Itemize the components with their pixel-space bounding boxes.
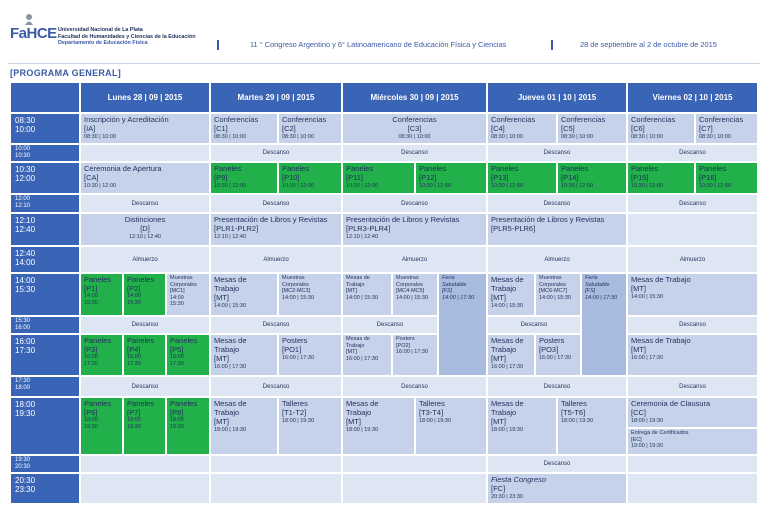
- empty-cell: [80, 144, 210, 162]
- congress-title: 11 ° Congreso Argentino y 6° Latinoamericano de Educación Física y Ciencias: [250, 40, 507, 49]
- event-entrega-certificados[interactable]: Entrega de Certificados [EC] 19:00 | 19:30: [627, 428, 758, 455]
- empty-cell: [627, 473, 758, 504]
- time-slot: 14:00 15:30: [10, 273, 80, 316]
- empty-cell: [342, 455, 487, 473]
- lunch-cell: Almuerzo: [487, 246, 627, 273]
- event-panel[interactable]: Paneles [P9] 10:30 | 12:00: [210, 162, 278, 194]
- lunch-cell: Almuerzo: [210, 246, 342, 273]
- time-slot: 10:00 10:30: [10, 144, 80, 162]
- break-cell: Descanso: [210, 194, 342, 213]
- event-mesas-trabajo[interactable]: Mesas de Trabajo [MT] 16:00 | 17:30: [487, 334, 535, 376]
- break-cell: Descanso: [627, 194, 758, 213]
- break-cell: Descanso: [487, 194, 627, 213]
- time-slot: 10:30 12:00: [10, 162, 80, 194]
- event-muestras-corporales[interactable]: Muestras Corporales [MC2-MC3] 14:00 | 15:30: [278, 273, 342, 316]
- empty-cell: [210, 473, 342, 504]
- break-cell: Descanso: [80, 194, 210, 213]
- lunch-cell: Almuerzo: [627, 246, 758, 273]
- event-conferencias[interactable]: Conferencias [C6] 08:30 | 10:00: [627, 113, 695, 144]
- event-conferencias[interactable]: Conferencias [C7] 08:30 | 10:00: [695, 113, 758, 144]
- event-presentacion-libros[interactable]: Presentación de Libros y Revistas [PLR1-PLR2] 12:10 | 12:40: [210, 213, 342, 246]
- event-muestras-corporales[interactable]: Muestras Corporales [MC4-MC5] 14:00 | 15:30: [392, 273, 438, 316]
- event-presentacion-libros[interactable]: Presentación de Libros y Revistas [PLR5-PLR6]: [487, 213, 627, 246]
- event-mesas-trabajo[interactable]: Mesas de Trabajo [MT] 18:00 | 19:30: [342, 397, 415, 455]
- event-panel[interactable]: Paneles [P4] 16:00 17:30: [123, 334, 166, 376]
- event-mesas-trabajo[interactable]: Mesas de Trabajo [MT] 16:00 | 17:30: [627, 334, 758, 376]
- event-ceremonia-clausura[interactable]: Ceremonia de Clausura [CC] 18:00 | 19:30: [627, 397, 758, 428]
- event-mesas-trabajo[interactable]: Mesas de Trabajo [MT] 14:00 | 15:30: [210, 273, 278, 316]
- event-panel[interactable]: Paneles [P15] 10:30 | 12:00: [627, 162, 695, 194]
- event-muestras-corporales[interactable]: Muestras Corporales [MC6-MC7] 14:00 | 15:30: [535, 273, 581, 316]
- event-talleres[interactable]: Talleres [T1-T2] 18:00 | 19:30: [278, 397, 342, 455]
- logo-text: FaHCE: [10, 25, 57, 42]
- event-conferencias[interactable]: Conferencias [C4] 08:30 | 10:00: [487, 113, 557, 144]
- event-panel[interactable]: Paneles [P14] 10:30 | 12:00: [557, 162, 627, 194]
- time-slot: 08:30 10:00: [10, 113, 80, 144]
- lunch-cell: Almuerzo: [342, 246, 487, 273]
- event-conferencias[interactable]: Conferencias [C5] 08:30 | 10:00: [557, 113, 627, 144]
- institution-line-2: Facultad de Humanidades y Ciencias de la Educación: [58, 33, 196, 40]
- time-slot: 19:30 20:30: [10, 455, 80, 473]
- break-cell: Descanso: [80, 316, 210, 334]
- break-cell: Descanso: [487, 144, 627, 162]
- break-cell: Descanso: [627, 144, 758, 162]
- congress-dates: 28 de septiembre al 2 de octubre de 2015: [580, 40, 717, 49]
- event-fiesta-congreso[interactable]: Fiesta Congreso [FC] 20:30 | 23:30: [487, 473, 627, 504]
- empty-cell: [627, 213, 758, 246]
- event-presentacion-libros[interactable]: Presentación de Libros y Revistas [PLR3-PLR4] 12:10 | 12:40: [342, 213, 487, 246]
- break-cell: Descanso: [627, 376, 758, 397]
- day-header-mon: Lunes 28 | 09 | 2015: [80, 82, 210, 113]
- time-slot: 15:30 16:00: [10, 316, 80, 334]
- time-slot: 12:10 12:40: [10, 213, 80, 246]
- break-cell: Descanso: [627, 316, 758, 334]
- empty-cell: [342, 473, 487, 504]
- day-header-tue: Martes 29 | 09 | 2015: [210, 82, 342, 113]
- time-slot: 12:40 14:00: [10, 246, 80, 273]
- event-conferencias[interactable]: Conferencias [C1] 08:30 | 10:00: [210, 113, 278, 144]
- event-panel[interactable]: Paneles [P3] 16:00 17:30: [80, 334, 123, 376]
- program-title: [PROGRAMA GENERAL]: [10, 68, 122, 78]
- day-header-wed: Miércoles 30 | 09 | 2015: [342, 82, 487, 113]
- lunch-cell: Almuerzo: [80, 246, 210, 273]
- event-muestras-corporales[interactable]: Muestras Corporales [MC1] 14:00 15:30: [166, 273, 210, 316]
- event-panel[interactable]: Paneles [P1] 14:00 15:30: [80, 273, 123, 316]
- event-panel[interactable]: Paneles [P7] 18:00 19:30: [123, 397, 166, 455]
- day-header-thu: Jueves 01 | 10 | 2015: [487, 82, 627, 113]
- event-panel[interactable]: Paneles [P2] 14:00 15:30: [123, 273, 166, 316]
- event-talleres[interactable]: Talleres [T5-T6] 18:00 | 19:30: [557, 397, 627, 455]
- event-mesas-trabajo[interactable]: Mesas de Trabajo [MT] 18:00 | 19:30: [210, 397, 278, 455]
- event-panel[interactable]: Paneles [P11] 10:30 | 12:00: [342, 162, 415, 194]
- event-feria-saludable[interactable]: Feria Saludable [FS] 14:00 | 17:30: [438, 273, 487, 376]
- break-cell: Descanso: [210, 316, 342, 334]
- empty-cell: [627, 455, 758, 473]
- break-cell: Descanso: [487, 455, 627, 473]
- event-ceremonia-apertura[interactable]: Ceremonia de Apertura [CA] 10:30 | 12:00: [80, 162, 210, 194]
- event-mesas-trabajo[interactable]: Mesas de Trabajo [MT] 14:00 | 15:30: [342, 273, 392, 316]
- event-mesas-trabajo[interactable]: Mesas de Trabajo [MT] 14:00 | 15:30: [487, 273, 535, 316]
- event-panel[interactable]: Paneles [P6] 18:00 19:30: [80, 397, 123, 455]
- event-panel[interactable]: Paneles [P12] 10:30 | 12:00: [415, 162, 487, 194]
- event-feria-saludable[interactable]: Feria Saludable [FS] 14:00 | 17:30: [581, 273, 627, 376]
- break-cell: Descanso: [342, 376, 487, 397]
- break-cell: Descanso: [487, 376, 627, 397]
- event-inscripcion[interactable]: Inscripción y Acreditación [IA] 08:30 | 10:00: [80, 113, 210, 144]
- event-mesas-trabajo[interactable]: Mesas de Trabajo [MT] 18:00 | 19:30: [487, 397, 557, 455]
- break-cell: Descanso: [342, 194, 487, 213]
- time-slot: 20:30 23:30: [10, 473, 80, 504]
- institution-line-3: Departamento de Educación Física: [58, 40, 148, 47]
- event-talleres[interactable]: Talleres [T3-T4] 18:00 | 19:30: [415, 397, 487, 455]
- event-mesas-trabajo[interactable]: Mesas de Trabajo [MT] 16:00 | 17:30: [210, 334, 278, 376]
- break-cell: Descanso: [487, 316, 581, 334]
- event-panel[interactable]: Paneles [P8] 18:00 19:30: [166, 397, 210, 455]
- empty-cell: [210, 455, 342, 473]
- time-slot: 17:30 18:00: [10, 376, 80, 397]
- break-cell: Descanso: [342, 316, 438, 334]
- event-posters[interactable]: Posters [PO2] 16:00 | 17:30: [392, 334, 438, 376]
- time-slot: 18:00 19:30: [10, 397, 80, 455]
- institution-line-1: Universidad Nacional de La Plata: [58, 27, 143, 33]
- event-panel[interactable]: Paneles [P16] 10:30 | 12:00: [695, 162, 758, 194]
- event-panel[interactable]: Paneles [P13] 10:30 | 12:00: [487, 162, 557, 194]
- event-panel[interactable]: Paneles [P5] 16:00 17:30: [166, 334, 210, 376]
- day-header-fri: Viernes 02 | 10 | 2015: [627, 82, 758, 113]
- event-distinciones[interactable]: Distinciones [D] 12:10 | 12:40: [80, 213, 210, 246]
- empty-cell: [80, 455, 210, 473]
- event-mesas-trabajo[interactable]: Mesas de Trabajo [MT] 14:00 | 15:30: [627, 273, 758, 316]
- time-slot: 16:00 17:30: [10, 334, 80, 376]
- event-mesas-trabajo[interactable]: Mesas de Trabajo [MT] 16:00 | 17:30: [342, 334, 392, 376]
- event-conferencias[interactable]: Conferencias [C2] 08:30 | 10:00: [278, 113, 342, 144]
- break-cell: Descanso: [342, 144, 487, 162]
- time-slot: 12:00 12:10: [10, 194, 80, 213]
- event-conferencias[interactable]: Conferencias [C3] 08:30 | 10:00: [342, 113, 487, 144]
- break-cell: Descanso: [210, 376, 342, 397]
- event-panel[interactable]: Paneles [P10] 10:30 | 12:00: [278, 162, 342, 194]
- empty-cell: [80, 473, 210, 504]
- break-cell: Descanso: [210, 144, 342, 162]
- corner-cell: [10, 82, 80, 113]
- event-posters[interactable]: Posters [PO1] 16:00 | 17:30: [278, 334, 342, 376]
- break-cell: Descanso: [80, 376, 210, 397]
- event-posters[interactable]: Posters [PO3] 16:00 | 17:30: [535, 334, 581, 376]
